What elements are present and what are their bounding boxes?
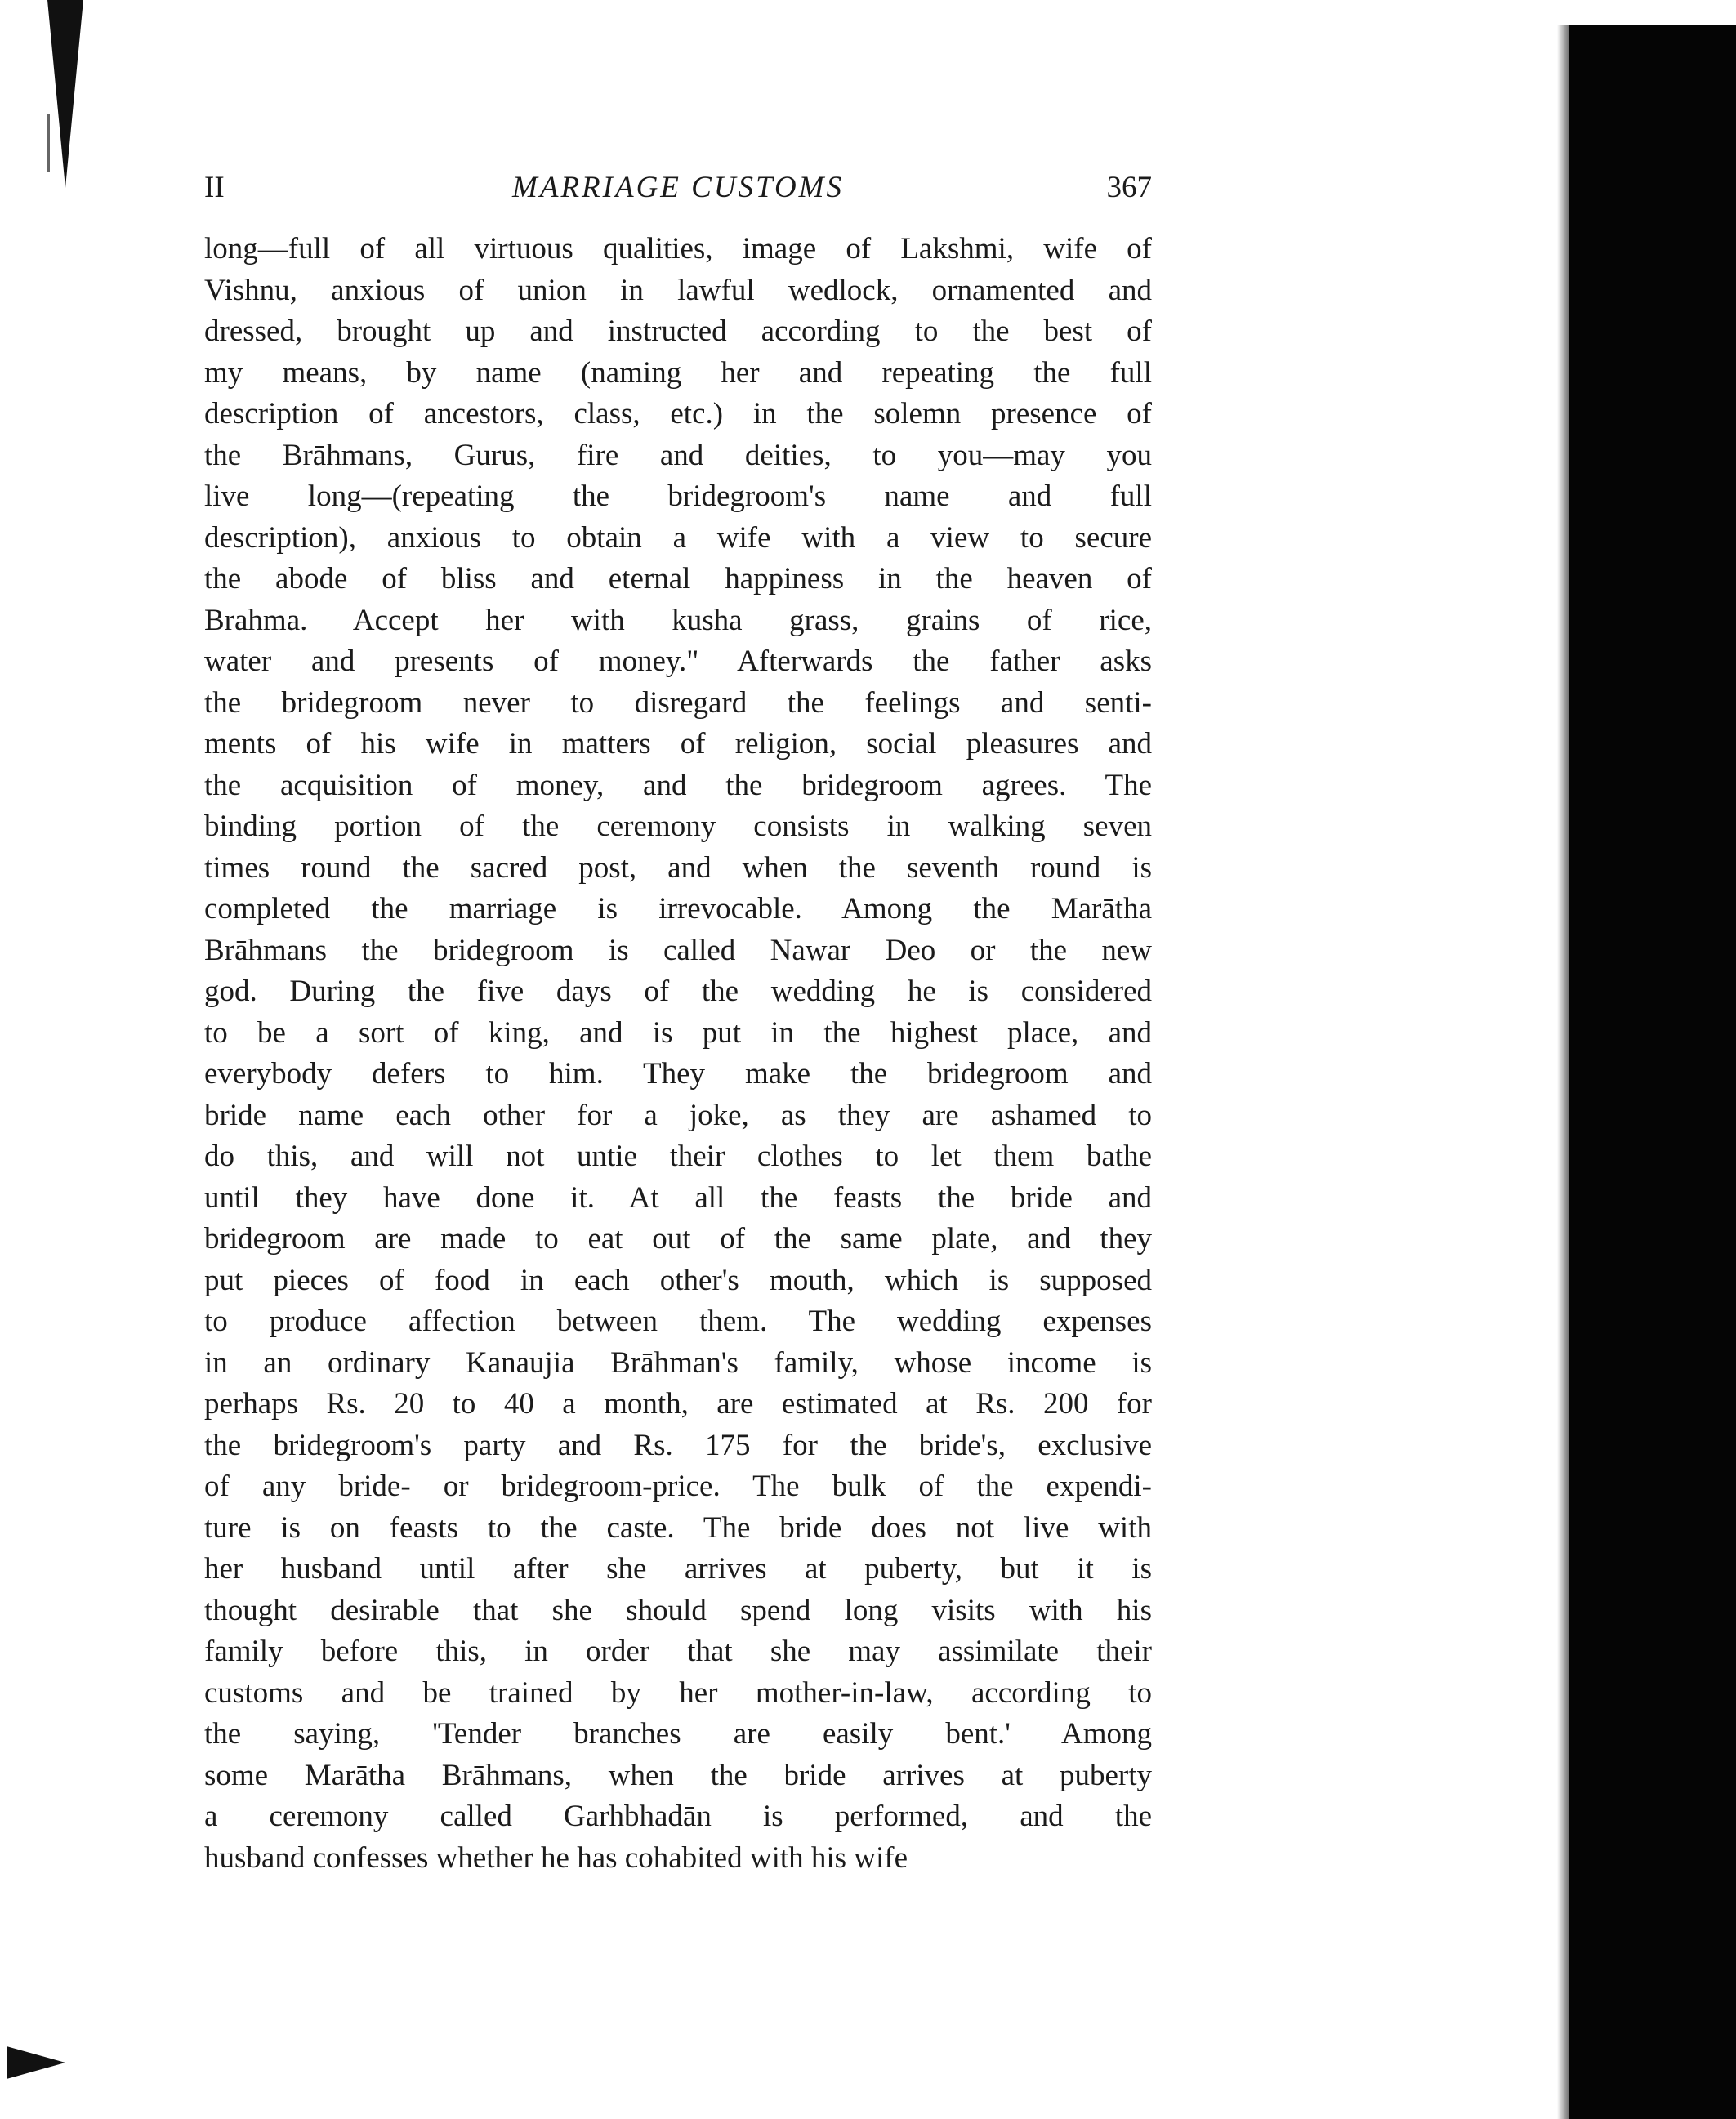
text-line: ture is on feasts to the caste. The bride does not live with: [204, 1510, 1152, 1545]
text-line: bride name each other for a joke, as they are ashamed to: [204, 1098, 1152, 1132]
text-line: water and presents of money." Afterwards the father asks: [204, 645, 1152, 678]
running-head: [204, 163, 1152, 212]
text-line: binding portion of the ceremony consists in walking seven: [204, 810, 1152, 843]
text-line: Brahma. Accept her with kusha grass, grains of rice,: [204, 603, 1152, 637]
text-line: husband confesses whether he has cohabited with his wife: [204, 1840, 908, 1875]
text-line: live long—(repeating the bridegroom's name and full: [204, 480, 1152, 513]
text-line: the abode of bliss and eternal happiness in the heaven of: [204, 562, 1152, 596]
scan-dark-edge: [1569, 25, 1736, 2119]
text-line: description of ancestors, class, etc.) in the solemn presence of: [204, 397, 1152, 430]
text-line: thought desirable that she should spend long visits with his: [204, 1593, 1152, 1627]
text-line: the acquisition of money, and the bridegroom agrees. The: [204, 768, 1152, 802]
text-line: dressed, brought up and instructed according to the best of: [204, 315, 1152, 348]
text-line: to produce affection between them. The wedding expenses: [204, 1305, 1152, 1338]
text-line: perhaps Rs. 20 to 40 a month, are estimated at Rs. 200 for: [204, 1387, 1152, 1421]
text-line: do this, and will not untie their clothes to let them bathe: [204, 1140, 1152, 1173]
text-line: completed the marriage is irrevocable. Among the Marātha: [204, 892, 1152, 926]
text-line: description), anxious to obtain a wife with a view to secure: [204, 520, 1152, 555]
text-line: to be a sort of king, and is put in the highest place, and: [204, 1015, 1152, 1050]
text-line: my means, by name (naming her and repeating the full: [204, 355, 1152, 390]
text-line: ments of his wife in matters of religion, social pleasures and: [204, 727, 1152, 761]
text-line: the bridegroom never to disregard the feelings and senti-: [204, 685, 1152, 720]
chapter-number: II: [204, 171, 225, 204]
text-line: family before this, in order that she may assimilate their: [204, 1635, 1152, 1668]
scan-corner-mark-bottom: [7, 2046, 65, 2079]
text-line: long—full of all virtuous qualities, image of Lakshmi, wife of: [204, 232, 1152, 265]
text-line: the bridegroom's party and Rs. 175 for the bride's, exclusive: [204, 1428, 1152, 1462]
text-line: everybody defers to him. They make the bridegroom and: [204, 1057, 1152, 1091]
text-line: Vishnu, anxious of union in lawful wedlock, ornamented and: [204, 273, 1152, 307]
scan-corner-mark-stroke: [47, 114, 50, 172]
text-line: until they have done it. At all the feasts the bride and: [204, 1180, 1152, 1215]
running-title: MARRIAGE CUSTOMS: [512, 171, 844, 204]
text-line: bridegroom are made to eat out of the same plate, and they: [204, 1222, 1152, 1256]
text-line: customs and be trained by her mother-in-law, according to: [204, 1675, 1152, 1710]
text-line: god. During the five days of the wedding he is considered: [204, 975, 1152, 1008]
text-line: the Brāhmans, Gurus, fire and deities, to you—may you: [204, 438, 1152, 472]
text-line: Brāhmans the bridegroom is called Nawar Deo or the new: [204, 933, 1152, 967]
text-line: of any bride- or bridegroom-price. The bulk of the expendi-: [204, 1470, 1152, 1503]
text-line: her husband until after she arrives at puberty, but it is: [204, 1552, 1152, 1586]
page-number: 367: [1106, 171, 1152, 204]
body-text: [204, 229, 1152, 1879]
text-line: some Marātha Brāhmans, when the bride arrives at puberty: [204, 1758, 1152, 1792]
text-line: a ceremony called Garhbhadān is performed, and the: [204, 1800, 1152, 1833]
text-line: the saying, 'Tender branches are easily bent.' Among: [204, 1717, 1152, 1751]
scan-corner-mark-top: [47, 0, 83, 188]
text-line: in an ordinary Kanaujia Brāhman's family, whose income is: [204, 1345, 1152, 1380]
text-line: put pieces of food in each other's mouth, which is supposed: [204, 1263, 1152, 1297]
text-line: times round the sacred post, and when the seventh round is: [204, 850, 1152, 885]
